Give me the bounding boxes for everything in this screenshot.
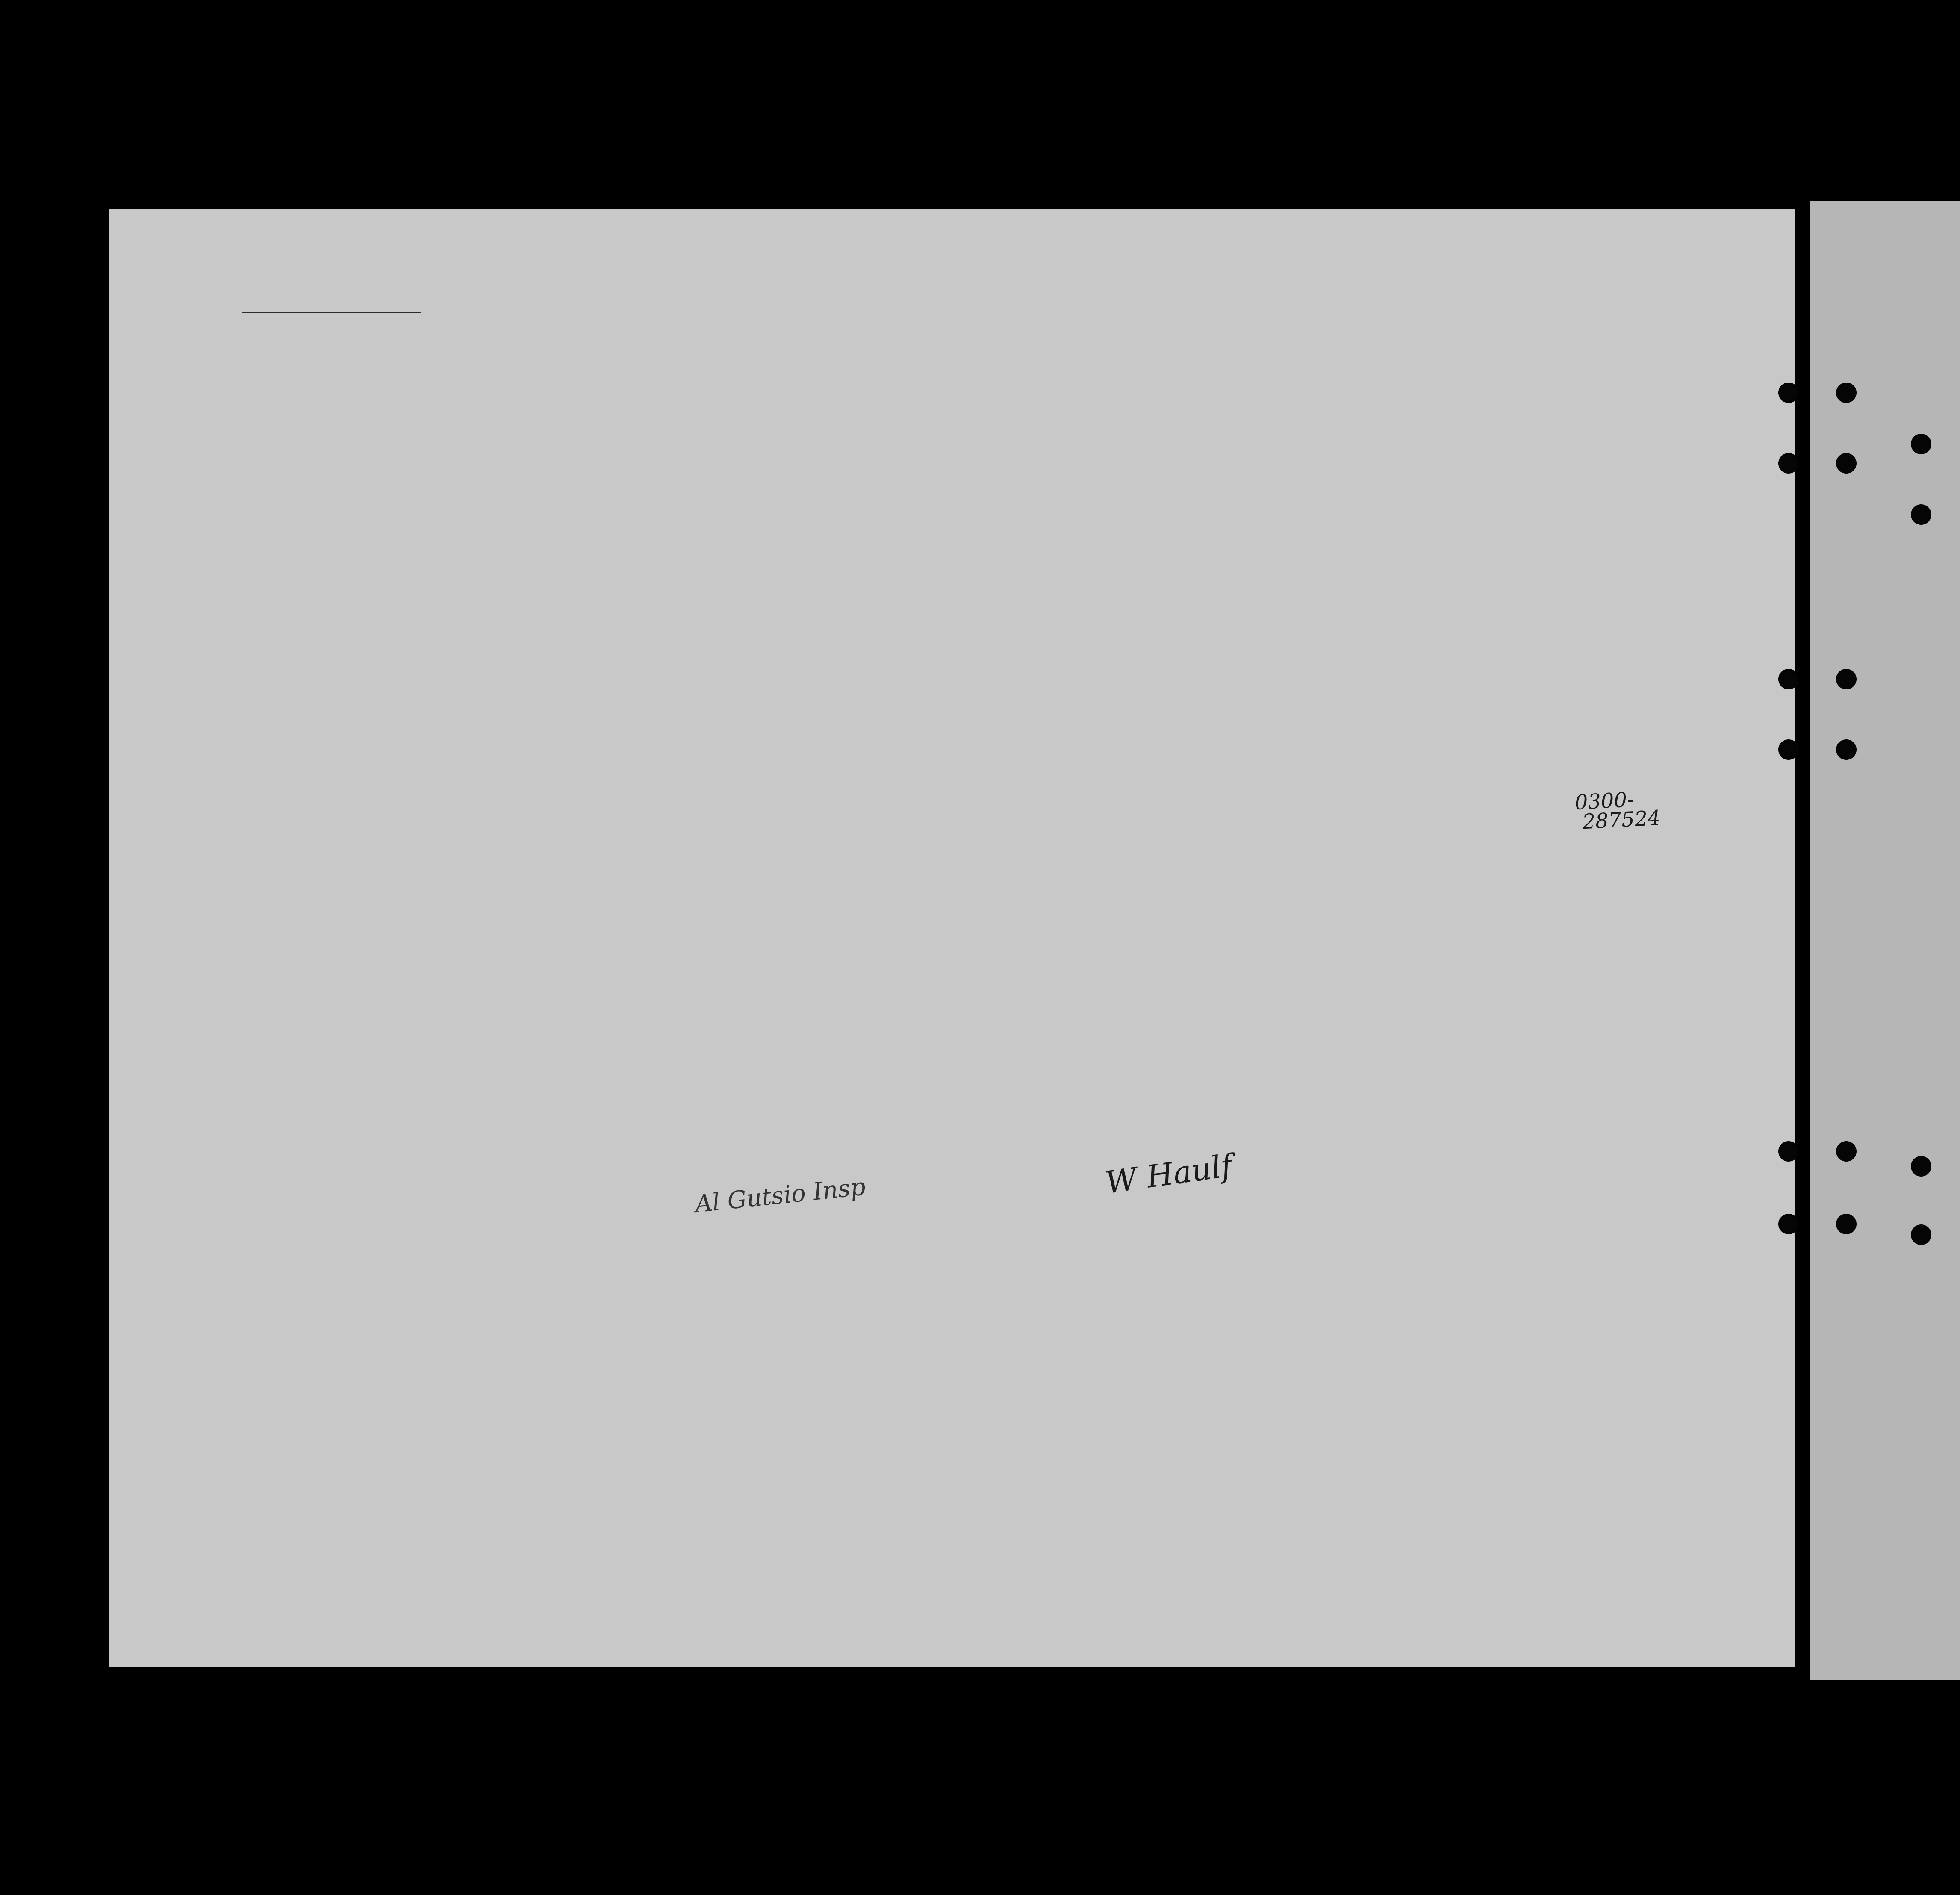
punch-hole — [1778, 383, 1799, 403]
punch-hole — [1911, 434, 1931, 454]
verification-note: 0300- 287524 — [1574, 788, 1662, 835]
punch-hole — [1778, 453, 1799, 474]
punch-hole — [1836, 1141, 1857, 1162]
punch-hole — [1778, 739, 1799, 760]
punch-hole — [1911, 1224, 1931, 1245]
punch-hole — [1911, 504, 1931, 525]
punch-hole — [1836, 453, 1857, 474]
punch-hole — [1836, 739, 1857, 760]
purser-signature: W Haulf — [1103, 1147, 1235, 1201]
adjacent-sheet-edge — [1810, 201, 1960, 1680]
punch-hole — [1836, 383, 1857, 403]
inspector-signature: Al Gutsio Insp — [693, 1173, 867, 1218]
punch-hole — [1836, 669, 1857, 689]
list-underline — [242, 312, 421, 313]
punch-hole — [1836, 1214, 1857, 1234]
punch-hole — [1911, 1156, 1931, 1177]
punch-hole — [1778, 669, 1799, 689]
punch-hole — [1778, 1214, 1799, 1234]
manifest-sheet — [109, 209, 1795, 1667]
punch-hole — [1778, 1141, 1799, 1162]
